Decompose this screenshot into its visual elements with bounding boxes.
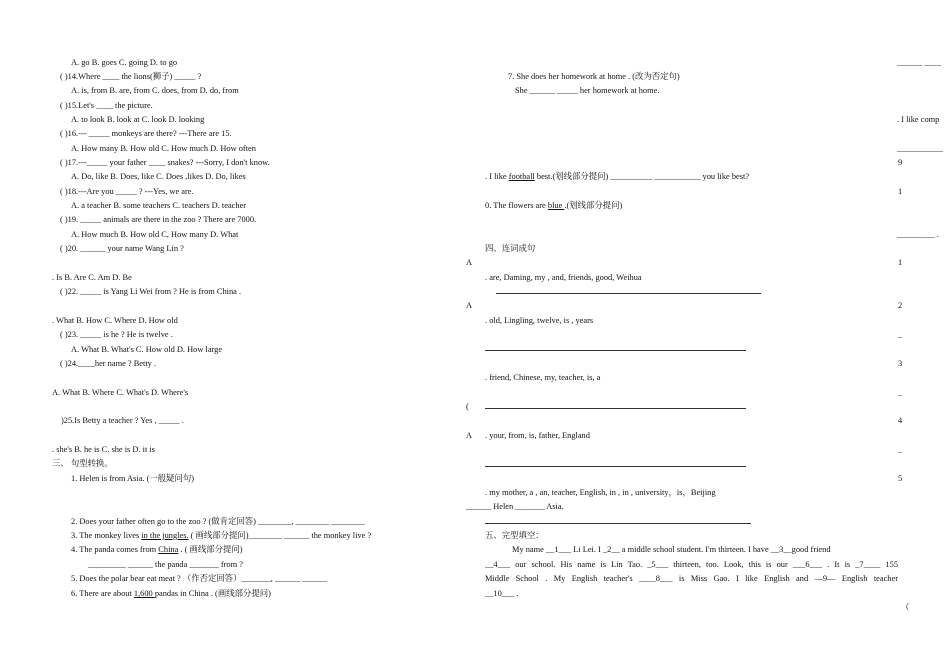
right-fragment-comp: . I like comp bbox=[897, 115, 940, 124]
transform-1: 1. Helen is from Asia. (一般疑问句) bbox=[71, 474, 195, 483]
right-blank-2: ___________ bbox=[897, 144, 944, 153]
right-number-4: 4 bbox=[898, 416, 903, 425]
words-4: . your, from, is, father, England bbox=[485, 431, 590, 440]
q15: ( )15.Let's ____ the picture. bbox=[60, 101, 153, 110]
q17-options: A. Do, like B. Does, like C. Does ,likes D. Do, likes bbox=[71, 172, 246, 181]
q19: ( )19. _____ animals are there in the zoo ? There are 7000. bbox=[60, 215, 257, 224]
stray-a-2: A bbox=[466, 301, 473, 310]
q25-options: . she's B. he is C. she is D. it is bbox=[52, 445, 155, 454]
cloze-line-4: __10___ . bbox=[485, 589, 519, 598]
stray-paren: ( bbox=[466, 402, 469, 411]
section-3-heading: 三、 句型转换。 bbox=[52, 459, 113, 468]
answer-line-1 bbox=[496, 293, 761, 294]
q19-options: A. How much B. How old C, How many D. What bbox=[71, 230, 239, 239]
q13-options: A. go B. goes C. going D. to go bbox=[71, 58, 178, 67]
q20: ( )20. ______ your name Wang Lin ? bbox=[60, 244, 184, 253]
answer-line-2 bbox=[485, 350, 746, 351]
q17: ( )17.---_____ your father ____ snakes? ---Sorry, I don't know. bbox=[60, 158, 270, 167]
q22: ( )22. _____ is Yang Li Wei from ? He is from China . bbox=[60, 287, 242, 296]
words-3: . friend, Chinese, my, teacher, is, a bbox=[485, 373, 601, 382]
right-number-1a: 1 bbox=[898, 187, 903, 196]
q20-options: . Is B. Are C. Am D. Be bbox=[52, 273, 132, 282]
right-dash-1: _ bbox=[898, 330, 903, 339]
stray-a-1: A bbox=[466, 258, 473, 267]
transform-7: 7. She does her homework at home . (改为否定句) bbox=[508, 72, 680, 81]
answer-line-3 bbox=[485, 408, 746, 409]
transform-10: 0. The flowers are blue .(划线部分提问) bbox=[485, 201, 623, 210]
transform-4-answer: _________ ______ the panda _______ from ? bbox=[88, 560, 243, 569]
q14-options: A. is, from B. are, from C. does, from D. do, from bbox=[71, 86, 239, 95]
answer-line-4 bbox=[485, 466, 746, 467]
stray-a-3: A bbox=[466, 431, 473, 440]
right-number-2: 2 bbox=[898, 301, 903, 310]
q22-options: . What B. How C. Where D. How old bbox=[52, 316, 178, 325]
right-dash-3: _ bbox=[898, 445, 903, 454]
words-2: . old, Lingling, twelve, is , years bbox=[485, 316, 594, 325]
cloze-line-1: My name __1___ Li Lei. I _2__ a middle school student. I'm thirteen. I have __3__good friend bbox=[512, 545, 831, 554]
transform-3: 3. The monkey lives in the jungles. ( 画线部分提问)________ ______ the monkey live ? bbox=[71, 531, 372, 540]
words-1: . are, Daming, my , and, friends, good, Weihua bbox=[485, 273, 642, 282]
transform-7-answer: She ______ _____ her homework at home. bbox=[515, 86, 660, 95]
right-blank-1: ______ ____ bbox=[897, 58, 941, 67]
answer-line-5 bbox=[485, 523, 751, 524]
q14: ( )14.Where ____ the lions(狮子) _____ ? bbox=[60, 72, 202, 81]
words-5-fragment: ______ Helen _______ Asia. bbox=[466, 502, 564, 511]
right-blank-3: _________ . bbox=[897, 230, 939, 239]
q25: )25.Is Betty a teacher ? Yes , _____ . bbox=[61, 416, 184, 425]
transform-4: 4. The panda comes from China . ( 画线部分提问) bbox=[71, 545, 243, 554]
right-paren: （ bbox=[901, 603, 910, 612]
transform-2: 2. Does your father often go to the zoo ? (做肯定回答) ________, ________ ________ bbox=[71, 517, 365, 526]
q18: ( )18.---Are you _____ ? ---Yes, we are. bbox=[60, 187, 194, 196]
section-5-heading: 五、完型填空： bbox=[485, 531, 544, 540]
q16: ( )16.--- _____ monkeys are there? ---There are 15. bbox=[60, 129, 232, 138]
transform-5: 5. Does the polar bear eat meat ? （作否定回答）_______, ______ ______ bbox=[71, 574, 328, 583]
transform-8: . I like football best.(划线部分提问) __________ ___________ you like best? bbox=[485, 172, 750, 181]
right-dash-2: _ bbox=[898, 388, 903, 397]
right-number-9: 9 bbox=[898, 158, 903, 167]
words-5: . my mother, a , an, teacher, English, in , in , university，is，Beijing bbox=[485, 488, 716, 497]
section-4-heading: 四、连词成句 bbox=[485, 244, 536, 253]
q24: ( )24.____her name ? Betty . bbox=[60, 359, 157, 368]
q16-options: A. How many B. How old C. How much D. How often bbox=[71, 144, 256, 153]
q18-options: A. a teacher B. some teachers C. teachers D. teacher bbox=[71, 201, 247, 210]
q23: ( )23. _____ is he ? He is twelve . bbox=[60, 330, 173, 339]
right-number-3: 3 bbox=[898, 359, 903, 368]
cloze-line-3: Middle School . My English teacher's ____8___ is Miss Gao. I like English and —9— English teacher bbox=[485, 574, 898, 583]
q23-options: A. What B. What's C. How old D. How large bbox=[71, 345, 223, 354]
cloze-line-2: __4___ our school. His name is Lin Tao. _5___ thirteen, too. Look, this is our ___6___ . It is _7____ 155 bbox=[485, 560, 898, 569]
right-number-5: 5 bbox=[898, 474, 903, 483]
transform-6: 6. There are about 1,600 pandas in China . (画线部分提问) bbox=[71, 589, 271, 598]
q24-options: A. What B. Where C. What's D. Where's bbox=[52, 388, 189, 397]
right-number-1b: 1 bbox=[898, 258, 903, 267]
q15-options: A. to look B. look at C. look D. looking bbox=[71, 115, 205, 124]
